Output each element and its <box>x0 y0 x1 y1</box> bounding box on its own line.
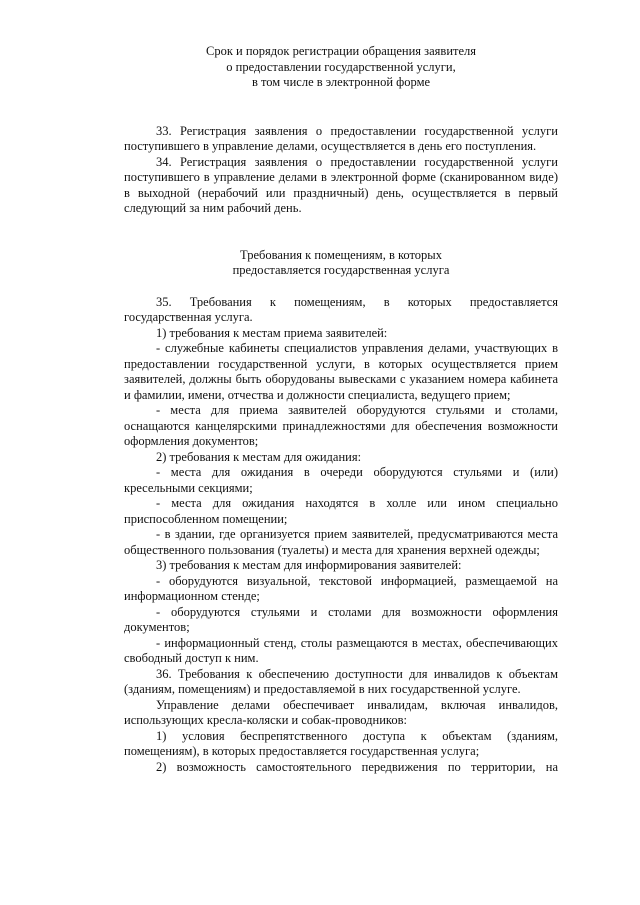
heading-line: в том числе в электронной форме <box>251 75 431 89</box>
list-item: - места для ожидания в очереди оборудуются стульями и (или) кресельными секциями; <box>124 465 558 495</box>
paragraph-35: 35. Требования к помещениям, в которых предоставляется государственная услуга. <box>124 294 558 324</box>
list-item: - места для приема заявителей оборудуются стульями и столами, оснащаются канцелярскими принадлежностями для обеспечения возможности оформления документов; <box>124 403 558 448</box>
list-item: 2) возможность самостоятельного передвижения по территории, на <box>156 759 558 774</box>
heading-line: предоставляется государственная услуга <box>232 263 450 277</box>
section-heading-registration <box>124 44 558 91</box>
paragraph-34: 34. Регистрация заявления о предоставлении государственной услуги поступившего в управление делами в электронной форме (сканированном виде) в выходной (нерабочий или праздничный) день, осуществляется в первый следующий за ним рабочий день. <box>124 154 558 215</box>
document-content <box>124 44 558 775</box>
section-heading-premises <box>124 248 558 279</box>
list-item: 2) требования к местам для ожидания: <box>156 449 362 464</box>
section-registration-body <box>124 124 558 217</box>
list-item: - оборудуются стульями и столами для возможности оформления документов; <box>124 604 558 634</box>
list-item: 3) требования к местам для информирования заявителей: <box>156 558 462 572</box>
list-item: - места для ожидания находятся в холле или ином специально приспособленном помещении; <box>124 496 558 526</box>
list-item: - информационный стенд, столы размещаются в местах, обеспечивающих свободный доступ к ним. <box>124 635 558 665</box>
paragraph-text: Управление делами обеспечивает инвалидам, включая инвалидов, использующих кресла-коляски и собак-проводников: <box>124 697 558 727</box>
list-item: - в здании, где организуется прием заявителей, предусматриваются места общественного пользования (туалеты) и места для хранения верхней одежды; <box>124 527 558 557</box>
list-item: 1) требования к местам приема заявителей: <box>156 325 388 340</box>
paragraph-33: 33. Регистрация заявления о предоставлении государственной услуги поступившего в управление делами, осуществляется в день его поступления. <box>124 123 558 153</box>
list-item: 1) условия беспрепятственного доступа к объектам (зданиям, помещениям), в которых предоставляется государственная услуга; <box>124 728 558 758</box>
heading-line: Срок и порядок регистрации обращения заявителя <box>205 44 477 58</box>
list-item: - оборудуются визуальной, текстовой информацией, размещаемой на информационном стенде; <box>124 573 558 603</box>
heading-line: о предоставлении государственной услуги, <box>226 59 456 74</box>
heading-line: Требования к помещениям, в которых <box>240 247 442 262</box>
paragraph-36: 36. Требования к обеспечению доступности для инвалидов к объектам (зданиям, помещениям) и предоставляемой в них государственной услуге. <box>124 666 558 696</box>
list-item: - служебные кабинеты специалистов управления делами, участвующих в предоставлении государственной услуги, в которых осуществляется прием заявителей, должны быть оборудованы вывесками с указанием номера кабинета и фамилии, имени, отчества и должности специалиста, ведущего прием; <box>124 341 558 402</box>
section-premises-body <box>124 295 558 776</box>
